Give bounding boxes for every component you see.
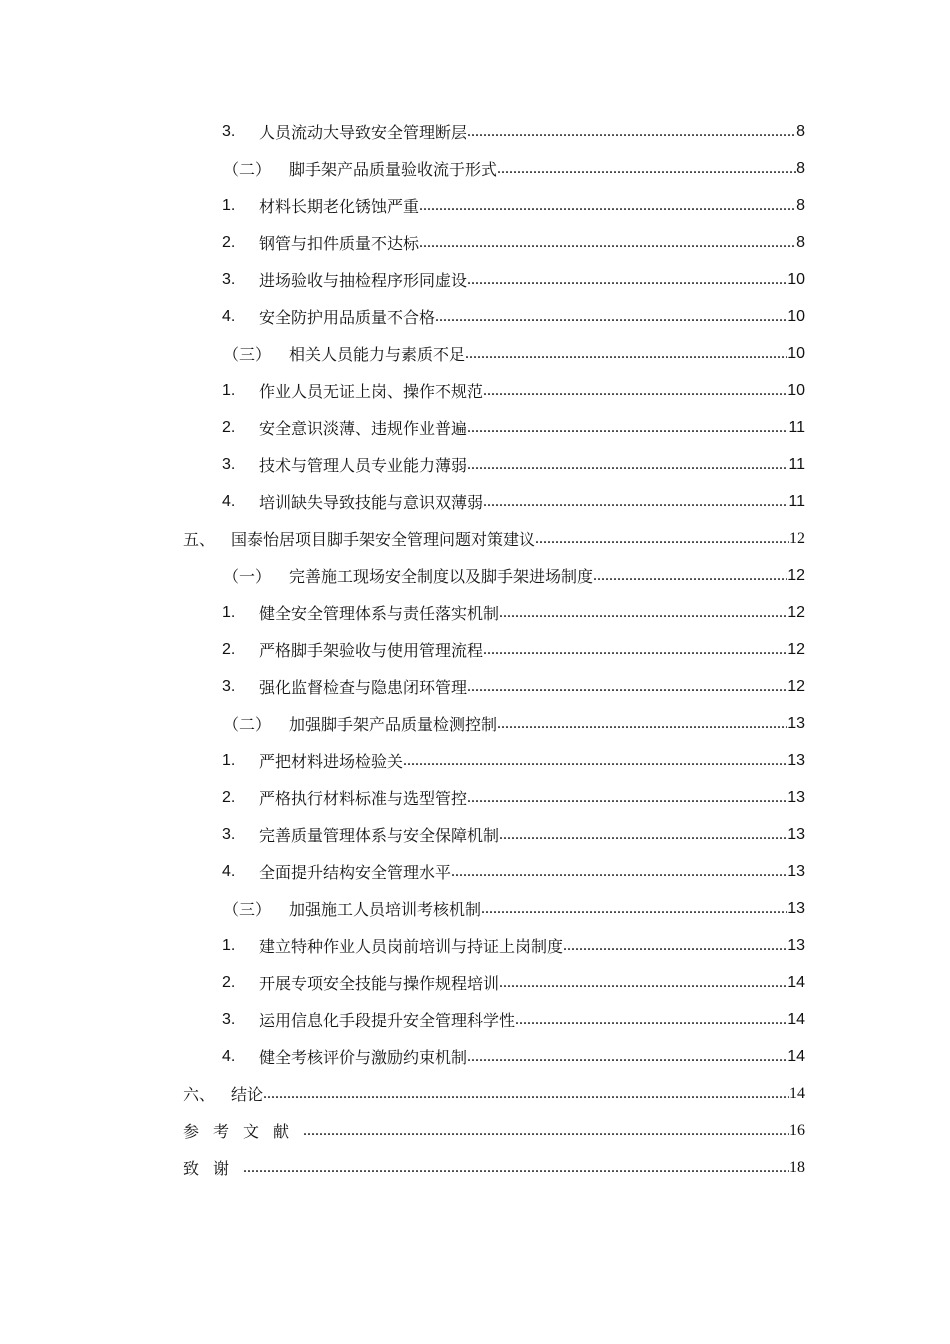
toc-entry-number: （二） — [223, 160, 272, 179]
table-of-contents — [0, 113, 950, 1186]
toc-entry-title: 作业人员无证上岗、操作不规范 — [259, 382, 484, 401]
toc-dot-leader — [467, 123, 796, 141]
toc-page-number: 11 — [788, 418, 805, 436]
toc-entry-number: 六、 — [183, 1085, 216, 1104]
toc-entry-number: 3. — [222, 677, 236, 695]
toc-entry[interactable] — [0, 816, 950, 853]
toc-entry-line — [222, 934, 805, 957]
toc-entry-line — [222, 860, 805, 883]
toc-entry-number: 1. — [222, 381, 236, 399]
toc-entry-line — [222, 1008, 805, 1031]
toc-entry-line — [222, 268, 805, 291]
toc-entry-title: 人员流动大导致安全管理断层 — [259, 123, 468, 142]
toc-dot-leader — [419, 234, 796, 252]
toc-entry-line — [222, 194, 805, 217]
toc-entry-title: 技术与管理人员专业能力薄弱 — [259, 456, 468, 475]
toc-entry-title: 相关人员能力与素质不足 — [289, 345, 466, 364]
toc-page-number: 8 — [796, 159, 805, 177]
toc-entry-number: 4. — [222, 307, 236, 325]
toc-page-number: 14 — [787, 1047, 805, 1065]
toc-page-number: 10 — [787, 307, 805, 325]
toc-entry[interactable] — [0, 964, 950, 1001]
toc-entry-title: 结论 — [231, 1085, 264, 1104]
toc-page-number: 11 — [788, 492, 805, 510]
toc-dot-leader — [243, 1159, 789, 1177]
toc-entry-number: 1. — [222, 936, 236, 954]
toc-entry-line — [222, 749, 805, 772]
toc-dot-leader — [483, 493, 788, 511]
toc-entry[interactable] — [0, 705, 950, 742]
toc-dot-leader — [451, 863, 787, 881]
toc-entry-number: 1. — [222, 603, 236, 621]
toc-entry-number: 3. — [222, 270, 236, 288]
toc-entry-title: 国泰怡居项目脚手架安全管理问题对策建议 — [231, 530, 536, 549]
toc-dot-leader — [467, 419, 788, 437]
toc-entry-title: 强化监督检查与隐患闭环管理 — [259, 678, 468, 697]
toc-entry[interactable] — [0, 1038, 950, 1075]
toc-entry-title: 安全防护用品质量不合格 — [259, 308, 436, 327]
toc-entry-number: 2. — [222, 973, 236, 991]
toc-entry[interactable] — [0, 853, 950, 890]
toc-page-number: 12 — [787, 677, 805, 695]
toc-entry-line — [183, 1119, 805, 1142]
toc-dot-leader — [403, 752, 787, 770]
toc-entry-number: 3. — [222, 122, 236, 140]
toc-entry-title: 建立特种作业人员岗前培训与持证上岗制度 — [259, 937, 564, 956]
toc-page-number: 14 — [787, 1010, 805, 1028]
toc-dot-leader — [481, 900, 787, 918]
toc-page-number: 14 — [789, 1084, 805, 1102]
toc-entry[interactable] — [0, 668, 950, 705]
toc-dot-leader — [563, 937, 787, 955]
toc-page-number: 14 — [787, 973, 805, 991]
toc-entry[interactable] — [0, 1001, 950, 1038]
toc-entry-title: 全面提升结构安全管理水平 — [259, 863, 452, 882]
toc-entry-line — [222, 120, 805, 143]
toc-dot-leader — [497, 715, 787, 733]
toc-entry-number: 3. — [222, 825, 236, 843]
toc-entry-number: 2. — [222, 640, 236, 658]
toc-page-number: 13 — [787, 936, 805, 954]
toc-entry-line — [223, 897, 805, 920]
toc-entry-number: （一） — [223, 567, 272, 586]
toc-dot-leader — [467, 1048, 787, 1066]
toc-entry-title: 脚手架产品质量验收流于形式 — [289, 160, 498, 179]
toc-entry[interactable] — [0, 446, 950, 483]
toc-entry-number: 2. — [222, 418, 236, 436]
toc-page-number: 12 — [787, 640, 805, 658]
toc-entry-number: 2. — [222, 788, 236, 806]
toc-entry-title: 材料长期老化锈蚀严重 — [259, 197, 420, 216]
toc-entry-number: 3. — [222, 455, 236, 473]
toc-entry-line — [183, 527, 805, 550]
toc-entry-title: 健全安全管理体系与责任落实机制 — [259, 604, 500, 623]
toc-entry[interactable] — [0, 113, 950, 150]
toc-entry-number: 4. — [222, 862, 236, 880]
toc-entry-title: 严格执行材料标准与选型管控 — [259, 789, 468, 808]
toc-entry[interactable] — [0, 298, 950, 335]
toc-entry-title: 完善质量管理体系与安全保障机制 — [259, 826, 500, 845]
toc-entry-line — [183, 1082, 805, 1105]
toc-entry[interactable] — [0, 631, 950, 668]
toc-entry-line — [223, 712, 805, 735]
toc-page-number: 12 — [787, 603, 805, 621]
toc-entry[interactable] — [0, 742, 950, 779]
toc-entry-line — [223, 157, 805, 180]
toc-dot-leader — [467, 789, 787, 807]
toc-page-number: 12 — [787, 566, 805, 584]
toc-dot-leader — [263, 1085, 789, 1103]
toc-entry[interactable] — [0, 557, 950, 594]
toc-dot-leader — [419, 197, 796, 215]
toc-entry-title: 完善施工现场安全制度以及脚手架进场制度 — [289, 567, 594, 586]
toc-page-number: 13 — [787, 862, 805, 880]
toc-entry[interactable] — [0, 1149, 950, 1186]
toc-entry-line — [222, 416, 805, 439]
toc-entry[interactable] — [0, 150, 950, 187]
toc-page-number: 8 — [796, 233, 805, 251]
toc-page-number: 16 — [789, 1121, 805, 1139]
toc-entry[interactable] — [0, 890, 950, 927]
toc-page-number: 12 — [789, 529, 805, 547]
toc-entry-title: 加强脚手架产品质量检测控制 — [289, 715, 498, 734]
toc-entry-line — [222, 231, 805, 254]
toc-dot-leader — [515, 1011, 787, 1029]
toc-entry[interactable] — [0, 779, 950, 816]
toc-dot-leader — [499, 974, 787, 992]
toc-entry-title: 进场验收与抽检程序形同虚设 — [259, 271, 468, 290]
toc-dot-leader — [499, 604, 787, 622]
toc-entry-number: （三） — [223, 900, 272, 919]
toc-entry-title: 运用信息化手段提升安全管理科学性 — [259, 1011, 516, 1030]
toc-dot-leader — [467, 456, 788, 474]
toc-entry-title: 安全意识淡薄、违规作业普遍 — [259, 419, 468, 438]
toc-entry-number: 1. — [222, 751, 236, 769]
toc-dot-leader — [465, 345, 787, 363]
toc-entry-title: 严把材料进场检验关 — [259, 752, 404, 771]
toc-entry[interactable] — [0, 1075, 950, 1112]
toc-entry[interactable] — [0, 594, 950, 631]
toc-page-number: 8 — [796, 122, 805, 140]
toc-entry-line — [222, 823, 805, 846]
toc-entry-number: （三） — [223, 345, 272, 364]
toc-entry[interactable] — [0, 187, 950, 224]
toc-page-number: 13 — [787, 825, 805, 843]
toc-entry-number: 4. — [222, 492, 236, 510]
toc-dot-leader — [303, 1122, 789, 1140]
toc-entry-number: 4. — [222, 1047, 236, 1065]
toc-page-number: 10 — [787, 344, 805, 362]
toc-entry-line — [222, 971, 805, 994]
toc-entry-title: 加强施工人员培训考核机制 — [289, 900, 482, 919]
toc-dot-leader — [483, 641, 787, 659]
toc-dot-leader — [435, 308, 787, 326]
toc-page-number: 11 — [788, 455, 805, 473]
toc-dot-leader — [499, 826, 787, 844]
toc-entry-line — [183, 1156, 805, 1179]
toc-entry[interactable] — [0, 1112, 950, 1149]
toc-entry-number: 3. — [222, 1010, 236, 1028]
toc-entry[interactable] — [0, 335, 950, 372]
toc-page-number: 13 — [787, 788, 805, 806]
toc-entry-title: 致谢 — [183, 1159, 244, 1178]
toc-entry[interactable] — [0, 261, 950, 298]
toc-entry-line — [222, 601, 805, 624]
toc-entry-line — [223, 564, 805, 587]
toc-entry-line — [222, 638, 805, 661]
toc-entry[interactable] — [0, 927, 950, 964]
toc-entry-title: 健全考核评价与激励约束机制 — [259, 1048, 468, 1067]
toc-entry-line — [222, 1045, 805, 1068]
toc-entry-title: 钢管与扣件质量不达标 — [259, 234, 420, 253]
toc-entry[interactable] — [0, 520, 950, 557]
toc-entry[interactable] — [0, 372, 950, 409]
toc-dot-leader — [535, 530, 789, 548]
toc-entry[interactable] — [0, 483, 950, 520]
toc-entry-number: 五、 — [183, 530, 216, 549]
toc-page-number: 18 — [789, 1158, 805, 1176]
toc-entry-line — [222, 453, 805, 476]
toc-entry-title: 严格脚手架验收与使用管理流程 — [259, 641, 484, 660]
toc-entry-line — [222, 675, 805, 698]
toc-entry-line — [222, 786, 805, 809]
toc-dot-leader — [467, 271, 787, 289]
toc-entry-line — [222, 379, 805, 402]
toc-page-number: 10 — [787, 270, 805, 288]
toc-page-number: 13 — [787, 714, 805, 732]
toc-entry-number: 2. — [222, 233, 236, 251]
toc-entry-number: 1. — [222, 196, 236, 214]
toc-entry[interactable] — [0, 224, 950, 261]
toc-entry-number: （二） — [223, 715, 272, 734]
toc-entry-line — [222, 490, 805, 513]
toc-dot-leader — [497, 160, 796, 178]
toc-page-number: 13 — [787, 899, 805, 917]
toc-dot-leader — [593, 567, 787, 585]
toc-dot-leader — [483, 382, 787, 400]
toc-entry-title: 开展专项安全技能与操作规程培训 — [259, 974, 500, 993]
toc-entry-title: 参考文献 — [183, 1122, 304, 1141]
toc-page-number: 8 — [796, 196, 805, 214]
toc-entry-line — [222, 305, 805, 328]
toc-entry-line — [223, 342, 805, 365]
toc-page-number: 10 — [787, 381, 805, 399]
toc-page-number: 13 — [787, 751, 805, 769]
toc-entry-title: 培训缺失导致技能与意识双薄弱 — [259, 493, 484, 512]
toc-dot-leader — [467, 678, 787, 696]
toc-entry[interactable] — [0, 409, 950, 446]
